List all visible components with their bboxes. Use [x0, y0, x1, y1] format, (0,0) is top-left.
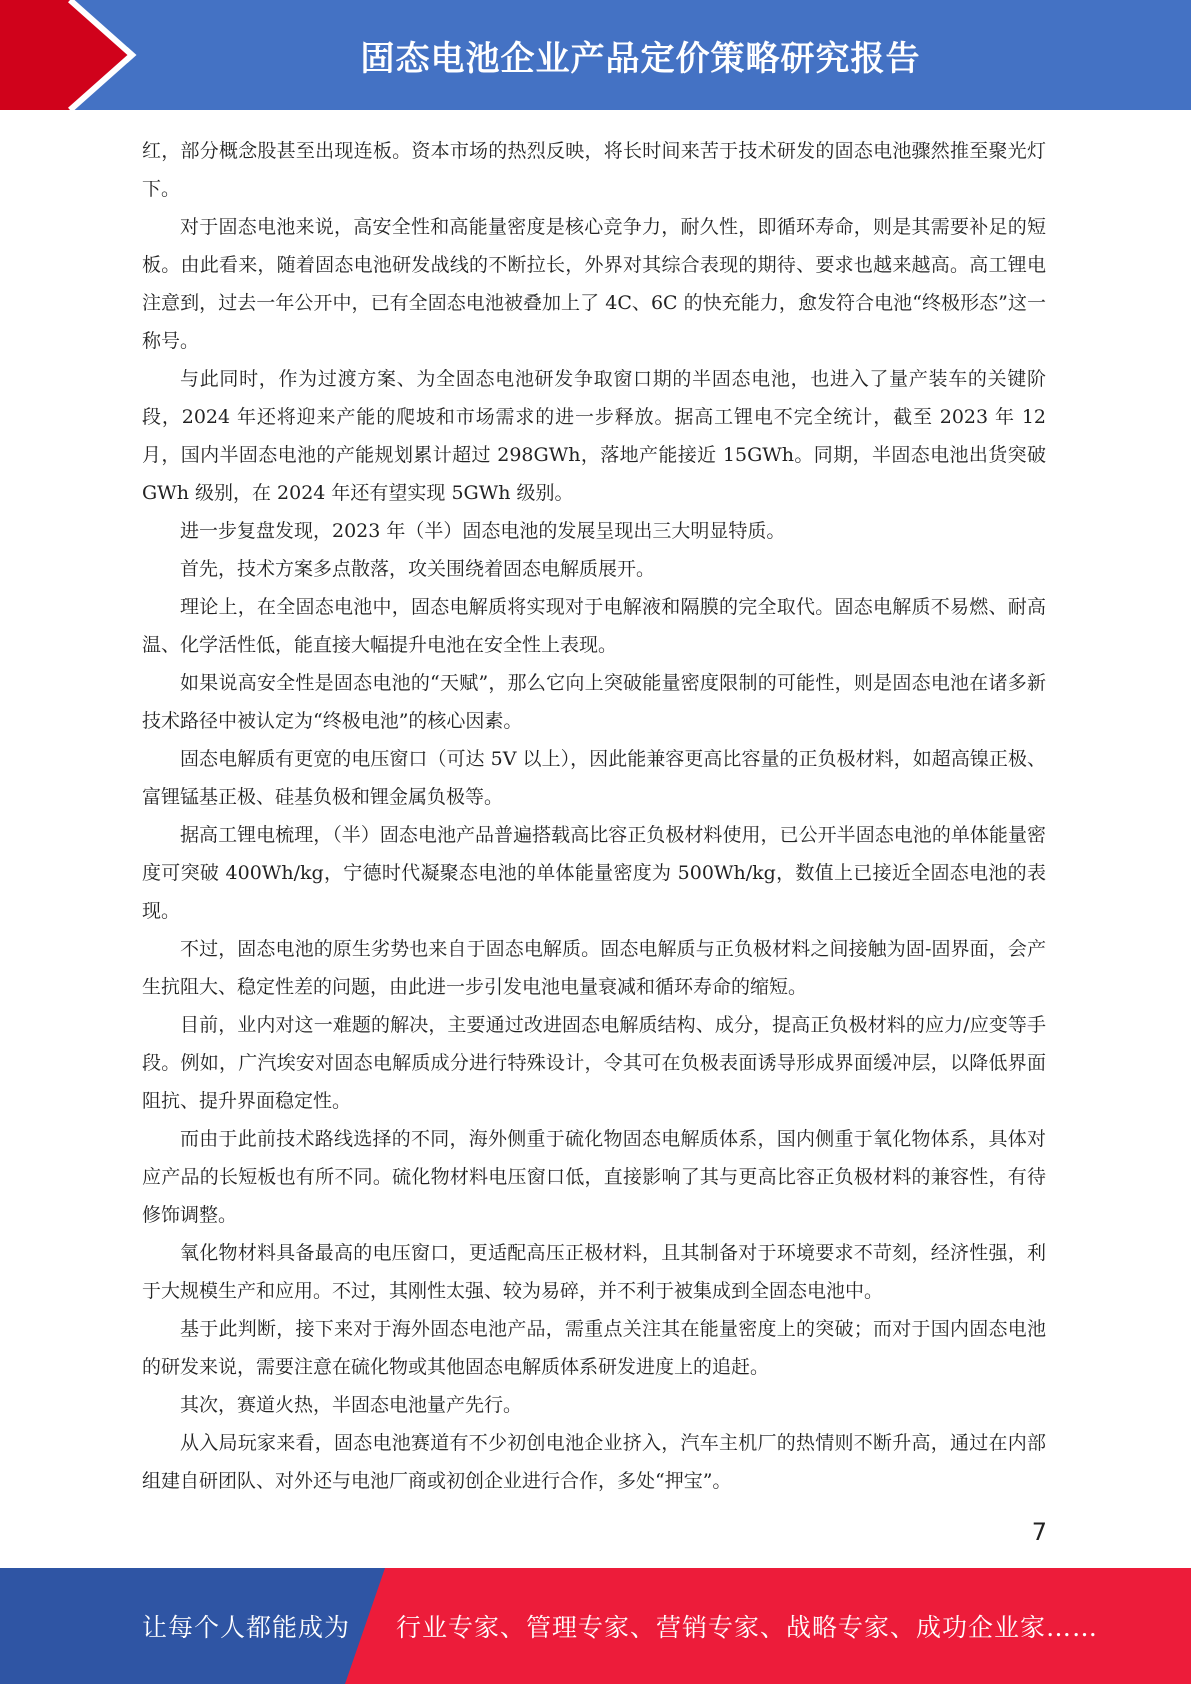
footer-band	[0, 1568, 1191, 1684]
paragraph: 基于此判断，接下来对于海外固态电池产品，需重点关注其在能量密度上的突破；而对于国内固态电池的研发来说，需要注意在硫化物或其他固态电解质体系研发进度上的追赶。	[142, 1318, 1046, 1378]
footer-slogan-right: 行业专家、管理专家、营销专家、战略专家、成功企业家……	[396, 1613, 1099, 1642]
paragraph: 如果说高安全性是固态电池的“天赋”，那么它向上突破能量密度限制的可能性，则是固态电池在诸多新技术路径中被认定为“终极电池”的核心因素。	[142, 672, 1046, 732]
header-arrow-decoration	[0, 0, 160, 110]
footer-slogan-left: 让每个人都能成为	[142, 1613, 351, 1642]
paragraph: 从入局玩家来看，固态电池赛道有不少初创电池企业挤入，汽车主机厂的热情则不断升高，通过在内部组建自研团队、对外还与电池厂商或初创企业进行合作，多处“押宝”。	[142, 1432, 1046, 1492]
paragraph: 红，部分概念股甚至出现连板。资本市场的热烈反映，将长时间来苦于技术研发的固态电池骤然推至聚光灯下。	[142, 140, 1046, 200]
paragraph: 其次，赛道火热，半固态电池量产先行。	[180, 1394, 523, 1416]
header-band	[0, 0, 1191, 110]
paragraph: 理论上，在全固态电池中，固态电解质将实现对于电解液和隔膜的完全取代。固态电解质不易燃、耐高温、化学活性低，能直接大幅提升电池在安全性上表现。	[142, 596, 1046, 656]
body-text	[142, 132, 1046, 1500]
paragraph: 据高工锂电梳理，（半）固态电池产品普遍搭载高比容正负极材料使用，已公开半固态电池的单体能量密度可突破 400Wh/kg，宁德时代凝聚态电池的单体能量密度为 500Wh/kg，数值上已接近全固态电池的表现。	[142, 824, 1046, 922]
page-number: 7	[1031, 1518, 1047, 1546]
paragraph: 与此同时，作为过渡方案、为全固态电池研发争取窗口期的半固态电池，也进入了量产装车的关键阶段，2024 年还将迎来产能的爬坡和市场需求的进一步释放。据高工锂电不完全统计，截至 2023 年 12 月，国内半固态电池的产能规划累计超过 298GWh，落地产能接近 15GWh。同期，半固态电池出货突破 GWh 级别，在 2024 年还有望实现 5GWh 级别。	[142, 368, 1046, 504]
paragraph: 不过，固态电池的原生劣势也来自于固态电解质。固态电解质与正负极材料之间接触为固-固界面，会产生抗阻大、稳定性差的问题，由此进一步引发电池电量衰减和循环寿命的缩短。	[142, 938, 1046, 998]
paragraph: 氧化物材料具备最高的电压窗口，更适配高压正极材料，且其制备对于环境要求不苛刻，经济性强，利于大规模生产和应用。不过，其刚性太强、较为易碎，并不利于被集成到全固态电池中。	[142, 1242, 1046, 1302]
document-title: 固态电池企业产品定价策略研究报告	[360, 38, 921, 79]
paragraph: 对于固态电池来说，高安全性和高能量密度是核心竞争力，耐久性，即循环寿命，则是其需要补足的短板。由此看来，随着固态电池研发战线的不断拉长，外界对其综合表现的期待、要求也越来越高。高工锂电注意到，过去一年公开中，已有全固态电池被叠加上了 4C、6C 的快充能力，愈发符合电池“终极形态”这一称号。	[142, 216, 1046, 352]
paragraph: 而由于此前技术路线选择的不同，海外侧重于硫化物固态电解质体系，国内侧重于氧化物体系，具体对应产品的长短板也有所不同。硫化物材料电压窗口低，直接影响了其与更高比容正负极材料的兼容性，有待修饰调整。	[142, 1128, 1046, 1226]
paragraph: 目前，业内对这一难题的解决，主要通过改进固态电解质结构、成分，提高正负极材料的应力/应变等手段。例如，广汽埃安对固态电解质成分进行特殊设计，令其可在负极表面诱导形成界面缓冲层，以降低界面阻抗、提升界面稳定性。	[142, 1014, 1046, 1112]
paragraph: 首先，技术方案多点散落，攻关围绕着固态电解质展开。	[180, 558, 656, 580]
paragraph: 进一步复盘发现，2023 年（半）固态电池的发展呈现出三大明显特质。	[180, 520, 786, 542]
paragraph: 固态电解质有更宽的电压窗口（可达 5V 以上），因此能兼容更高比容量的正负极材料，如超高镍正极、富锂锰基正极、硅基负极和锂金属负极等。	[142, 748, 1046, 808]
